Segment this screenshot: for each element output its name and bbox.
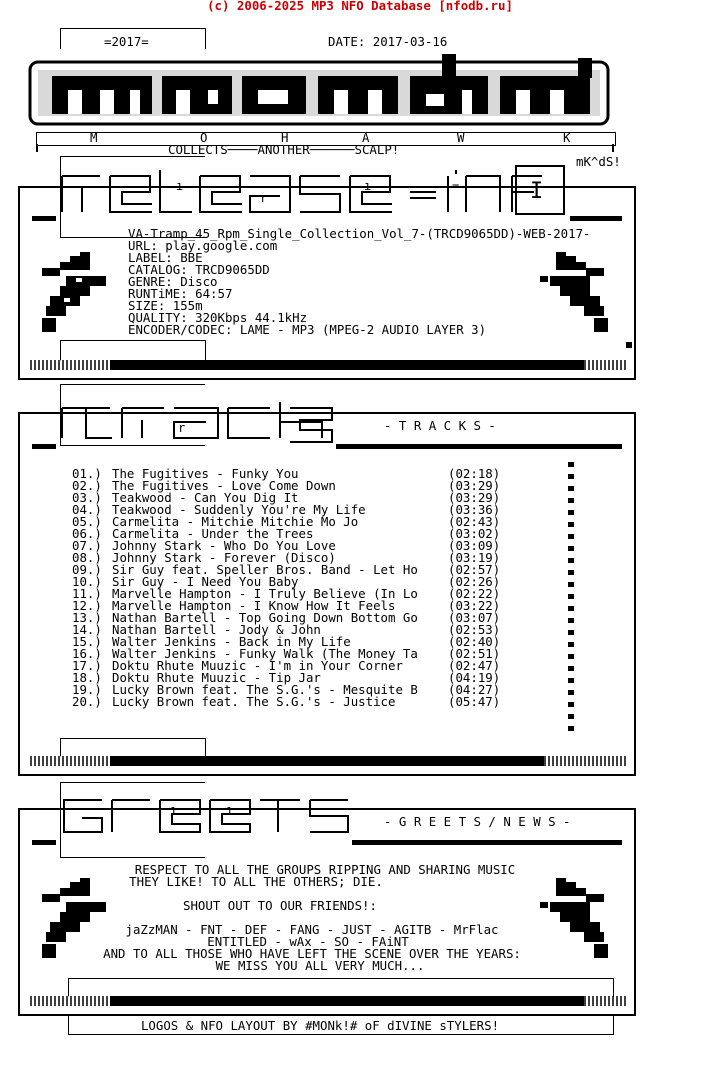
track-duration: (03:22) [448,598,501,613]
greets-line-9: WE MISS YOU ALL VERY MUCH... [215,958,425,973]
svg-text:r: r [178,421,186,435]
tracks-heading: - T R A C K S - [384,418,496,433]
release-url: URL: play.google.com [128,238,278,253]
track-duration: (03:29) [448,490,501,505]
year-tag: =2017= [104,34,149,49]
track-number: 10.) [72,574,102,589]
track-title: Teakwood - Suddenly You're My Life [112,502,366,517]
track-number: 20.) [72,694,102,709]
greets-heading: - G R E E T S / N E W S - [384,814,571,829]
track-title: Nathan Bartell - Top Going Down Bottom Go [112,610,418,625]
release-title: VA-Tramp_45_Rpm_Single_Collection_Vol_7-(TRCD9065DD)-WEB-2017- [128,226,591,241]
track-duration: (03:36) [448,502,501,517]
svg-text:=: = [452,179,460,193]
track-duration: (02:53) [448,622,501,637]
track-duration: (02:43) [448,514,501,529]
track-title: Sir Guy - I Need You Baby [112,574,299,589]
track-title: Walter Jenkins - Funky Walk (The Money Ta [112,646,418,661]
right-arrow-decoration [540,248,616,338]
release-catalog: CATALOG: TRCD9065DD [128,262,270,277]
copyright-line: (c) 2006-2025 MP3 NFO Database [nfodb.ru] [207,0,513,13]
track-duration: (02:18) [448,466,501,481]
greets-line-1: RESPECT TO ALL THE GROUPS RIPPING AND SHARING MUSIC [134,862,516,877]
track-number: 01.) [72,466,102,481]
track-title: The Fugitives - Love Come Down [112,478,336,493]
track-duration: (04:27) [448,682,501,697]
track-number: 11.) [72,586,102,601]
greets-line-4: SHOUT OUT TO OUR FRIENDS!: [183,898,377,913]
ruler-letter-w: W [457,130,465,145]
greets-logo [60,796,352,836]
track-number: 06.) [72,526,102,541]
greets-line-6: jaZzMAN - FNT - DEF - FANG - JUST - AGITB - MrFlac [125,922,499,937]
track-number: 16.) [72,646,102,661]
track-duration: (03:09) [448,538,501,553]
svg-text:ı: ı [176,179,184,193]
track-duration: (02:51) [448,646,501,661]
ruler-letter-m: M [90,130,98,145]
svg-text:ı: ı [226,803,234,817]
track-number: 15.) [72,634,102,649]
footer-credits: LOGOS & NFO LAYOUT BY #MONk!# oF dIVINE sTYLERS! [140,1018,500,1033]
track-title: Walter Jenkins - Back in My Life [112,634,351,649]
track-number: 19.) [72,682,102,697]
track-title: Lucky Brown feat. The S.G.'s - Mesquite B [112,682,418,697]
track-title: Teakwood - Can You Dig It [112,490,299,505]
greets-line-2: THEY LIKE! TO ALL THE OTHERS; DIE. [129,874,383,889]
track-title: Carmelita - Mitchie Mitchie Mo Jo [112,514,359,529]
track-title: Doktu Rhute Muuzic - Tip Jar [112,670,321,685]
release-date: DATE: 2017-03-16 [328,34,448,49]
svg-text:ı: ı [170,803,178,817]
track-number: 13.) [72,610,102,625]
track-duration: (05:47) [448,694,501,709]
left-arrow-decoration [36,248,108,338]
artist-tag: mK^dS! [576,154,621,169]
track-duration: (02:57) [448,562,501,577]
track-duration: (04:19) [448,670,501,685]
track-title: The Fugitives - Funky You [112,466,299,481]
ruler-letter-a: A [362,130,370,145]
track-number: 08.) [72,550,102,565]
mohawk-logo [22,50,618,132]
release-runtime: RUNTiME: 64:57 [128,286,233,301]
track-title: Sir Guy feat. Speller Bros. Band - Let Ho [112,562,418,577]
release-size: SIZE: 155m [128,298,203,313]
track-title: Johnny Stark - Who Do You Love [112,538,336,553]
track-number: 14.) [72,622,102,637]
track-title: Lucky Brown feat. The S.G.'s - Justice [112,694,396,709]
track-duration: (02:40) [448,634,501,649]
track-number: 05.) [72,514,102,529]
track-duration: (03:02) [448,526,501,541]
ruler-letter-h: H [281,130,289,145]
greets-line-8: AND TO ALL THOSE WHO HAVE LEFT THE SCENE OVER THE YEARS: [103,946,521,961]
release-genre: GENRE: Disco [128,274,218,289]
svg-text:r: r [260,191,268,205]
track-title: Nathan Bartell - Jody & John [112,622,321,637]
track-duration: (02:22) [448,586,501,601]
ruler-letter-o: O [200,130,208,145]
tracks-logo [60,398,336,444]
tagline: COLLECTS────ANOTHER──────SCALP! [168,142,400,157]
release-info-logo [60,164,568,216]
track-number: 02.) [72,478,102,493]
track-duration: (02:47) [448,658,501,673]
greets-line-7: ENTITLED - wAx - SO - FAiNT [207,934,409,949]
track-duration: (03:19) [448,550,501,565]
track-number: 03.) [72,490,102,505]
track-title: Marvelle Hampton - I Truly Believe (In Lo [112,586,418,601]
release-quality: QUALITY: 320Kbps 44.1kHz [128,310,308,325]
track-title: Johnny Stark - Forever (Disco) [112,550,336,565]
track-number: 12.) [72,598,102,613]
track-duration: (03:29) [448,478,501,493]
track-duration: (03:07) [448,610,501,625]
track-number: 09.) [72,562,102,577]
svg-text:ı: ı [364,179,372,193]
track-number: 04.) [72,502,102,517]
track-number: 18.) [72,670,102,685]
track-title: Marvelle Hampton - I Know How It Feels [112,598,396,613]
track-number: 17.) [72,658,102,673]
release-encoder: ENCODER/CODEC: LAME - MP3 (MPEG-2 AUDIO LAYER 3) [128,322,487,337]
track-number: 07.) [72,538,102,553]
ruler-letter-k: K [563,130,571,145]
track-title: Carmelita - Under the Trees [112,526,314,541]
track-title: Doktu Rhute Muuzic - I'm in Your Corner [112,658,403,673]
track-duration: (02:26) [448,574,501,589]
tracks-side-markers [568,462,576,732]
release-label: LABEL: BBE [128,250,203,265]
svg-text:I: I [530,179,544,204]
